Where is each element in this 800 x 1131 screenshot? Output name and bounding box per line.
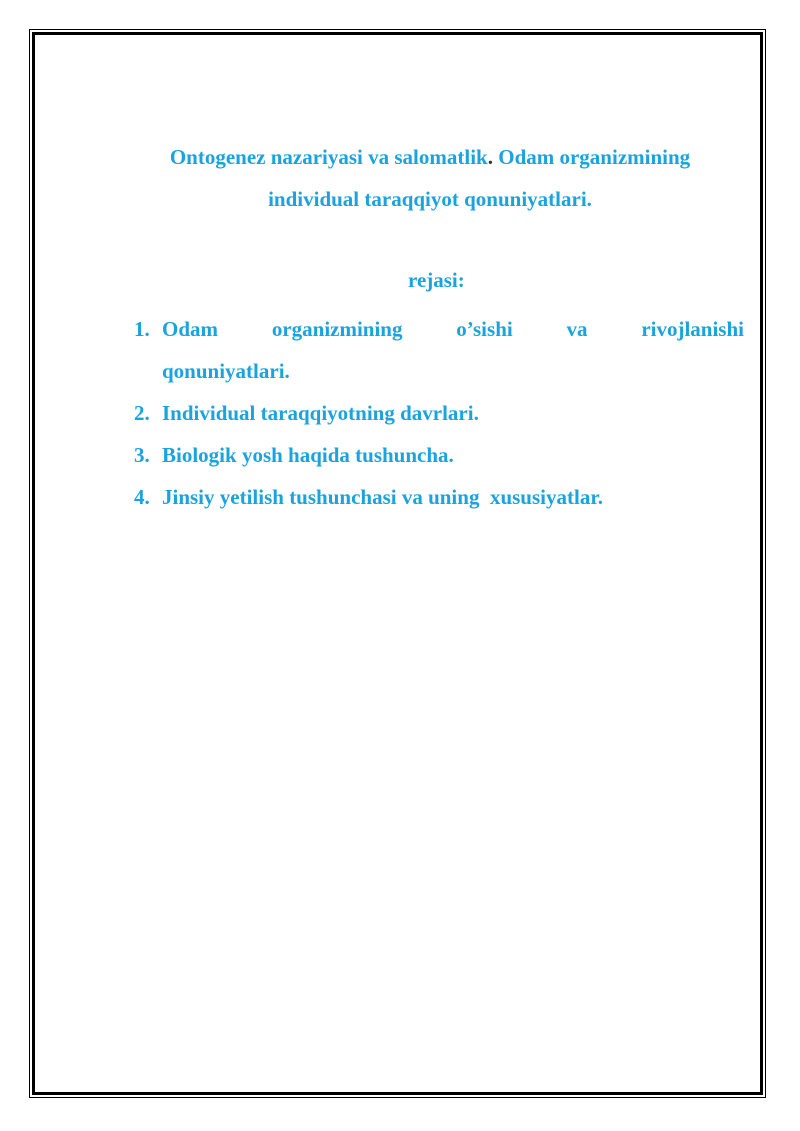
plan-item-3 [134,434,744,476]
plan-word: o’sishi [456,317,513,341]
plan-item-number: 1. [134,317,150,341]
plan-item-number: 3. [134,443,150,467]
title-part-1: Ontogenez nazariyasi va salomatlik [169,145,488,169]
plan-word: organizmining [271,317,403,341]
plan-item-line-2: qonuniyatlari. [162,359,290,383]
plan-item-text [162,308,744,392]
plan-word: rivojlanishi [641,317,744,341]
plan-heading: rejasi: [408,268,465,292]
plan-item-2 [134,392,744,434]
title-dot: . [487,145,493,169]
plan-item-1 [134,308,744,392]
document-title [110,136,750,220]
plan-item-text: Jinsiy yetilish tushunchasi va uning xususiyatlar. [162,485,603,509]
plan-item-number: 2. [134,401,150,425]
plan-item-line [162,308,744,350]
plan-item-text: Biologik yosh haqida tushuncha. [162,443,454,467]
plan-word: va [566,317,588,341]
plan-list [134,308,744,518]
title-line-2: individual taraqqiyot qonuniyatlari. [268,187,592,211]
title-part-2: Odam organizmining [492,145,691,169]
title-line-1 [110,136,750,178]
plan-item-text: Individual taraqqiyotning davrlari. [162,401,479,425]
plan-word: Odam [162,317,219,341]
plan-item-4 [134,476,744,518]
plan-item-number: 4. [134,485,150,509]
